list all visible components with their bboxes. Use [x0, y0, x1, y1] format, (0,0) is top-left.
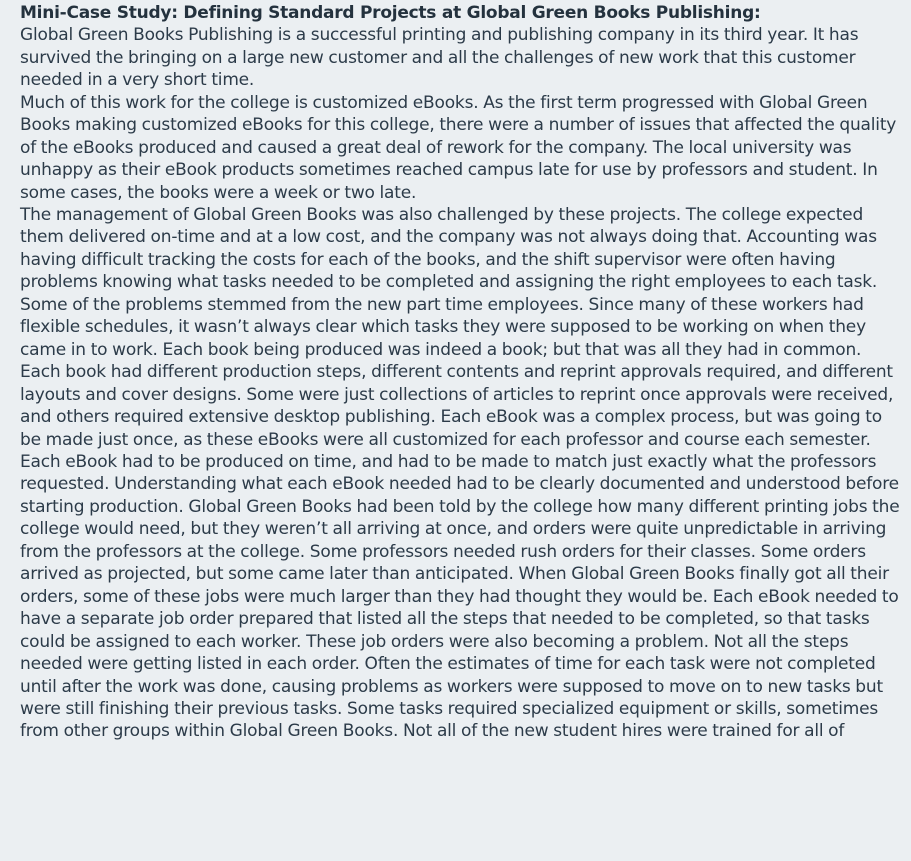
paragraph-introduction: Global Green Books Publishing is a successful printing and publishing company in its third year. It has survived the bringing on a large new customer and all the challenges of new work that this customer needed in a very short time.: [20, 25, 859, 91]
paragraph-employee-problems: Some of the problems stemmed from the new part time employees. Since many of these workers had flexible schedules, it wasn’t always clear which tasks they were supposed to be working on when they came in to work. Each book being produced was indeed a book; but that was all they had in common. Each book had different production steps, different contents and reprint approvals required, and different layouts and cover designs. Some were just collections of articles to reprint once approvals were received, and others required extensive desktop publishing. Each eBook was a complex process, but was going to be made just once, as these eBooks were all customized for each professor and course each semester. Each eBook had to be produced on time, and had to be made to match just exactly what the professors requested. Understanding what each eBook needed had to be clearly documented and understood before starting production. Global Green Books had been told by the college how many different printing jobs the college would need, but they weren’t all arriving at once, and orders were quite unpredictable in arriving from the professors at the college. Some professors needed rush orders for their classes. Some orders arrived as projected, but some came later than anticipated. When Global Green Books finally got all their orders, some of these jobs were much larger than they had thought they would be. Each eBook needed to have a separate job order prepared that listed all the steps that needed to be completed, so that tasks could be assigned to each worker. These job orders were also becoming a problem. Not all the steps needed were getting listed in each order. Often the estimates of time for each task were not completed until after the work was done, causing problems as workers were supposed to move on to new tasks but were still finishing their previous tasks. Some tasks required specialized equipment or skills, sometimes from other groups within Global Green Books. Not all of the new student hires were trained for all of: [20, 294, 900, 742]
paragraph-ebook-issues: Much of this work for the college is customized eBooks. As the first term progressed with Global Green Books making customized eBooks for this college, there were a number of issues that affected the quality of the eBooks produced and caused a great deal of rework for the company. The local university was unhappy as their eBook products sometimes reached campus late for use by professors and student. In some cases, the books were a week or two late.: [20, 92, 897, 203]
case-study-title: Mini-Case Study: Defining Standard Projects at Global Green Books Publishing:: [20, 3, 761, 23]
paragraph-management-challenges: The management of Global Green Books was also challenged by these projects. The college expected them delivered on-time and at a low cost, and the company was not always doing that. Accounting was having difficult tracking the costs for each of the books, and the shift supervisor were often having problems knowing what tasks needed to be completed and assigning the right employees to each task.: [20, 205, 878, 293]
